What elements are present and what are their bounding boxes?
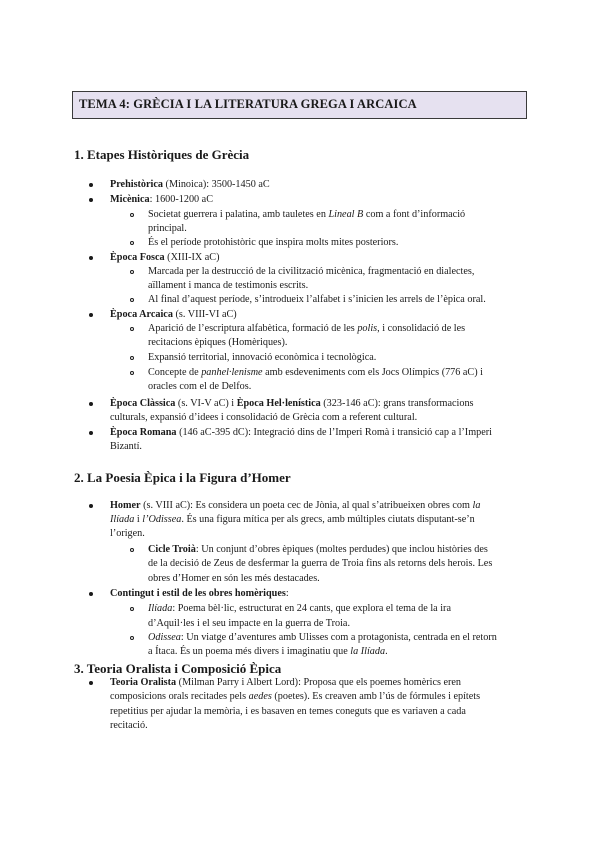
text-line: Època Romana (146 aC-395 dC): Integració dins de l’Imperi Romà i transició cap a l’Imperi <box>110 427 492 438</box>
section-heading: 3. Teoria Oralista i Composició Èpica <box>74 661 282 676</box>
text-line: oracles com el de Delfos. <box>148 381 252 392</box>
text-line: a Ítaca. És un poema més divers i imaginatiu que la Ilíada. <box>148 646 388 657</box>
text-line: Prehistòrica (Minoica): 3500-1450 aC <box>110 179 270 190</box>
bullet-disc-icon <box>89 592 93 596</box>
text-line: És el període protohistòric que inspira molts mites posteriors. <box>148 237 399 248</box>
text-line: Expansió territorial, innovació econòmica i tecnològica. <box>148 352 377 363</box>
text-line: d’Aquil·les i el seu impacte en la guerra de Troia. <box>148 618 350 629</box>
text-line: Època Fosca (XIII-IX aC) <box>110 252 220 263</box>
bullet-circle-icon <box>130 356 134 360</box>
text-line: culturals, expansió d’idees i consolidació de Grècia com a referent cultural. <box>110 412 418 423</box>
document-title: TEMA 4: GRÈCIA I LA LITERATURA GREGA I ARCAICA <box>79 97 417 111</box>
bullet-circle-icon <box>130 371 134 375</box>
bullet-disc-icon <box>89 504 93 508</box>
bullet-disc-icon <box>89 681 93 685</box>
section-heading: 1. Etapes Històriques de Grècia <box>74 147 250 162</box>
document-title-box <box>72 91 527 119</box>
bullet-disc-icon <box>89 198 93 202</box>
text-line: Marcada per la destrucció de la civilització micènica, fragmentació en dialectes, <box>148 266 475 277</box>
text-line: principal. <box>148 223 187 234</box>
text-line: Homer (s. VIII aC): Es considera un poeta cec de Jònia, al qual s’atribueixen obres com la <box>110 500 481 511</box>
bullet-circle-icon <box>130 270 134 274</box>
text-line: obres d’Homer en són les més destacades. <box>148 573 320 584</box>
section-heading: 2. La Poesia Èpica i la Figura d’Homer <box>74 470 291 485</box>
text-line: de la decisió de Zeus de desfermar la guerra de Troia fins als retorns dels herois. Les <box>148 558 493 569</box>
bullet-circle-icon <box>130 607 134 611</box>
text-line: Bizantí. <box>110 441 142 452</box>
text-line: Concepte de panhel·lenisme amb esdeveniments com els Jocs Olímpics (776 aC) i <box>148 367 483 378</box>
bullet-disc-icon <box>89 183 93 187</box>
bullet-circle-icon <box>130 548 134 552</box>
text-line: Ilíada: Poema bèl·lic, estructurat en 24 cants, que explora el tema de la ira <box>148 603 451 614</box>
bullet-circle-icon <box>130 241 134 245</box>
text-line: composicions orals recitades pels aedes (poetes). Es creaven amb l’ús de fórmules i epítets <box>110 691 481 702</box>
text-line: recitació. <box>110 720 148 731</box>
text-line: aïllament i manca de testimonis escrits. <box>148 280 309 291</box>
text-line: Contingut i estil de les obres homèriques: <box>110 588 289 599</box>
text-line: Societat guerrera i palatina, amb tauletes en Lineal B com a font d’informació <box>148 209 466 220</box>
bullet-disc-icon <box>89 256 93 260</box>
text-line: l’origen. <box>110 528 145 539</box>
bullet-disc-icon <box>89 431 93 435</box>
text-line: Aparició de l’escriptura alfabètica, formació de les polis, i consolidació de les <box>148 323 466 334</box>
text-line: Micènica: 1600-1200 aC <box>110 194 213 205</box>
text-line: Teoria Oralista (Milman Parry i Albert Lord): Proposa que els poemes homèrics eren <box>110 677 462 688</box>
text-line: repetitius per ajudar la memòria, i es basaven en temes coneguts que es variaven a cada <box>110 706 466 717</box>
bullet-circle-icon <box>130 327 134 331</box>
text-line: Època Arcaica (s. VIII-VI aC) <box>110 309 237 320</box>
bullet-disc-icon <box>89 402 93 406</box>
text-line: Al final d’aquest període, s’introdueix l’alfabet i s’inicien les arrels de l’èpica oral. <box>148 294 486 305</box>
bullet-disc-icon <box>89 313 93 317</box>
bullet-circle-icon <box>130 213 134 217</box>
text-line: Època Clàssica (s. VI-V aC) i Època Hel·lenística (323-146 aC): grans transformacions <box>110 398 474 409</box>
bullet-circle-icon <box>130 636 134 640</box>
bullet-circle-icon <box>130 298 134 302</box>
text-line: Odissea: Un viatge d’aventures amb Ulisses com a protagonista, centrada en el retorn <box>148 632 497 643</box>
text-line: recitacions èpiques (Homèriques). <box>148 337 288 348</box>
text-line: Cicle Troià: Un conjunt d’obres èpiques (moltes perdudes) que inclou històries des <box>148 544 488 555</box>
text-line: Ilíada i l’Odissea. És una figura mítica per als grecs, amb múltiples ciutats disputant-se’n <box>110 514 475 525</box>
